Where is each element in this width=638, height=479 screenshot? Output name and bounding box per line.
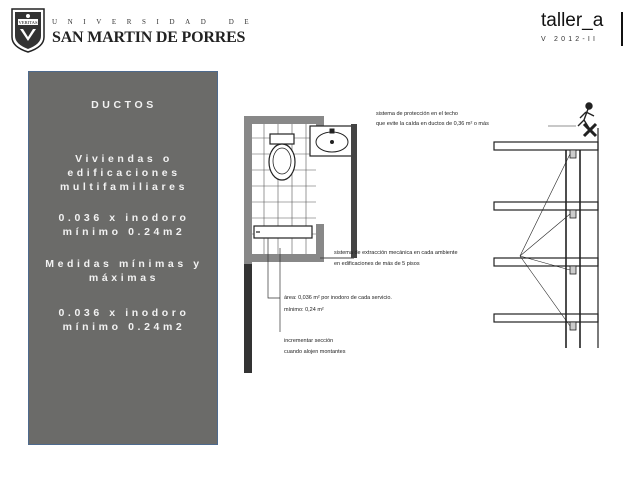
label-extraction-2: en edificaciones de más de 5 pisos	[334, 261, 420, 267]
label-protection-2: que evite la caída en ductos de 0,36 m² o más	[376, 121, 489, 127]
info-panel	[28, 71, 218, 445]
course-title: taller_a	[541, 10, 604, 31]
label-section-2: cuando alojen montantes	[284, 349, 346, 355]
label-protection-1: sistema de protección en el techo	[376, 111, 458, 117]
label-area-2: mínimo: 0,24 m²	[284, 307, 324, 313]
university-name: SAN MARTIN DE PORRES	[52, 29, 246, 46]
panel-heading-measures: Medidas mínimas y máximas	[45, 258, 203, 284]
label-section-1: incrementar sección	[284, 338, 334, 344]
course-version: V 2012-II	[541, 36, 599, 43]
panel-rule-1: 0.036 x inodoro mínimo 0.24m2	[58, 212, 190, 238]
title-divider	[621, 12, 623, 46]
label-area-1: área: 0,036 m² por inodoro de cada servicio.	[284, 295, 392, 301]
panel-heading-dwellings: Viviendas o edificaciones multifamiliares	[59, 153, 189, 193]
sink-fixture	[310, 126, 354, 156]
label-extraction-1: sistema de extracción mecánica en cada ambiente	[334, 250, 458, 256]
building-section	[494, 128, 598, 348]
toilet-fixture	[269, 134, 295, 180]
panel-title: DUCTOS	[91, 99, 157, 111]
university-top-label: UNIVERSIDAD DE	[52, 18, 260, 26]
university-seal-logo	[10, 7, 46, 53]
bathroom-floor-plan	[244, 116, 354, 373]
seal-text: VERITAS	[18, 19, 38, 25]
duct-shaft	[254, 226, 312, 238]
panel-rule-2: 0.036 x inodoro mínimo 0.24m2	[58, 307, 190, 333]
person-fall-warning-icon	[548, 103, 596, 136]
duct-technical-drawing	[244, 98, 634, 373]
